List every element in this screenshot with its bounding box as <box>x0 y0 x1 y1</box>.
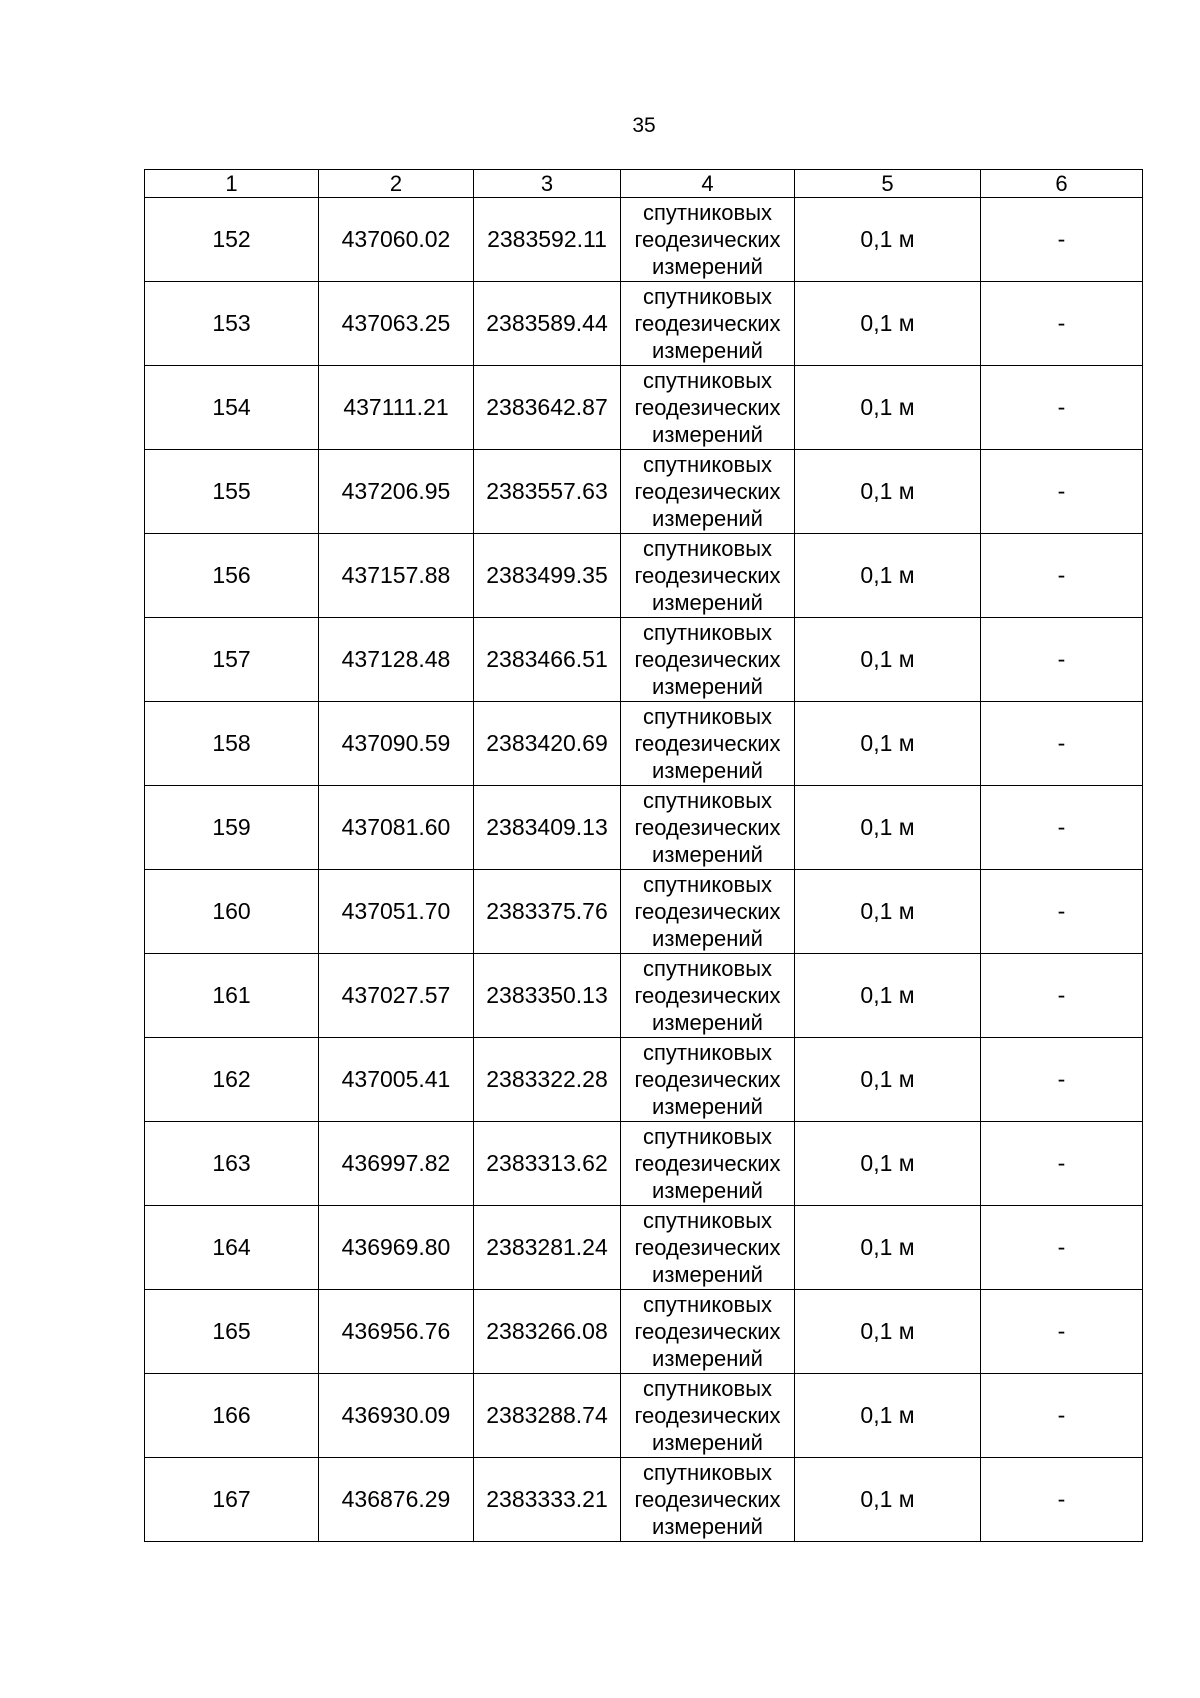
method-line: геодезических <box>634 1067 781 1092</box>
method-cell <box>621 954 795 1038</box>
accuracy-cell: 0,1 м <box>795 1290 981 1374</box>
method-line: спутниковых <box>642 536 773 561</box>
table-row <box>145 282 1143 366</box>
table-row <box>145 702 1143 786</box>
accuracy-cell: 0,1 м <box>795 954 981 1038</box>
accuracy-cell: 0,1 м <box>795 450 981 534</box>
method-line: геодезических <box>634 1235 781 1260</box>
y-coordinate-cell: 2383499.35 <box>474 534 621 618</box>
method-cell <box>621 1374 795 1458</box>
accuracy-cell: 0,1 м <box>795 1206 981 1290</box>
note-cell: - <box>981 870 1143 954</box>
method-line: измерений <box>652 422 763 447</box>
x-coordinate-cell: 436956.76 <box>319 1290 474 1374</box>
y-coordinate-cell: 2383350.13 <box>474 954 621 1038</box>
table-row <box>145 534 1143 618</box>
x-coordinate-cell: 437081.60 <box>319 786 474 870</box>
method-line: спутниковых <box>642 452 773 477</box>
method-line: геодезических <box>634 227 781 252</box>
point-cell: 159 <box>145 786 319 870</box>
y-coordinate-cell: 2383557.63 <box>474 450 621 534</box>
header-cell-6: 6 <box>981 170 1143 198</box>
header-cell-4: 4 <box>621 170 795 198</box>
method-cell <box>621 1038 795 1122</box>
x-coordinate-cell: 437090.59 <box>319 702 474 786</box>
x-coordinate-cell: 436997.82 <box>319 1122 474 1206</box>
method-line: спутниковых <box>642 200 773 225</box>
point-cell: 162 <box>145 1038 319 1122</box>
table-row <box>145 1458 1143 1542</box>
accuracy-cell: 0,1 м <box>795 1038 981 1122</box>
method-line: измерений <box>652 674 763 699</box>
table-row <box>145 618 1143 702</box>
y-coordinate-cell: 2383322.28 <box>474 1038 621 1122</box>
table-row <box>145 1290 1143 1374</box>
point-cell: 153 <box>145 282 319 366</box>
point-cell: 157 <box>145 618 319 702</box>
accuracy-cell: 0,1 м <box>795 618 981 702</box>
note-cell: - <box>981 1206 1143 1290</box>
method-cell <box>621 282 795 366</box>
table-row <box>145 954 1143 1038</box>
method-line: спутниковых <box>642 1376 773 1401</box>
method-line: геодезических <box>634 479 781 504</box>
y-coordinate-cell: 2383466.51 <box>474 618 621 702</box>
method-line: измерений <box>652 1010 763 1035</box>
point-cell: 164 <box>145 1206 319 1290</box>
method-line: измерений <box>652 1094 763 1119</box>
y-coordinate-cell: 2383281.24 <box>474 1206 621 1290</box>
y-coordinate-cell: 2383642.87 <box>474 366 621 450</box>
y-coordinate-cell: 2383333.21 <box>474 1458 621 1542</box>
method-cell <box>621 1122 795 1206</box>
point-cell: 158 <box>145 702 319 786</box>
x-coordinate-cell: 437206.95 <box>319 450 474 534</box>
method-line: спутниковых <box>642 1460 773 1485</box>
note-cell: - <box>981 1038 1143 1122</box>
note-cell: - <box>981 534 1143 618</box>
method-cell <box>621 1290 795 1374</box>
x-coordinate-cell: 437111.21 <box>319 366 474 450</box>
method-line: измерений <box>652 254 763 279</box>
y-coordinate-cell: 2383592.11 <box>474 198 621 282</box>
method-line: измерений <box>652 590 763 615</box>
note-cell: - <box>981 450 1143 534</box>
header-cell-5: 5 <box>795 170 981 198</box>
method-cell <box>621 786 795 870</box>
x-coordinate-cell: 437005.41 <box>319 1038 474 1122</box>
accuracy-cell: 0,1 м <box>795 1374 981 1458</box>
point-cell: 167 <box>145 1458 319 1542</box>
x-coordinate-cell: 436969.80 <box>319 1206 474 1290</box>
method-cell <box>621 618 795 702</box>
note-cell: - <box>981 1122 1143 1206</box>
point-cell: 166 <box>145 1374 319 1458</box>
note-cell: - <box>981 618 1143 702</box>
method-line: геодезических <box>634 815 781 840</box>
method-line: геодезических <box>634 731 781 756</box>
method-line: измерений <box>652 842 763 867</box>
table-row <box>145 870 1143 954</box>
x-coordinate-cell: 436876.29 <box>319 1458 474 1542</box>
method-line: измерений <box>652 338 763 363</box>
method-line: спутниковых <box>642 1208 773 1233</box>
method-line: спутниковых <box>642 788 773 813</box>
method-line: геодезических <box>634 563 781 588</box>
point-cell: 163 <box>145 1122 319 1206</box>
x-coordinate-cell: 437060.02 <box>319 198 474 282</box>
method-line: спутниковых <box>642 368 773 393</box>
note-cell: - <box>981 1458 1143 1542</box>
accuracy-cell: 0,1 м <box>795 1122 981 1206</box>
y-coordinate-cell: 2383313.62 <box>474 1122 621 1206</box>
method-line: геодезических <box>634 1151 781 1176</box>
table-row <box>145 198 1143 282</box>
method-line: измерений <box>652 1178 763 1203</box>
accuracy-cell: 0,1 м <box>795 786 981 870</box>
x-coordinate-cell: 437063.25 <box>319 282 474 366</box>
accuracy-cell: 0,1 м <box>795 1458 981 1542</box>
note-cell: - <box>981 1290 1143 1374</box>
x-coordinate-cell: 437051.70 <box>319 870 474 954</box>
method-cell <box>621 198 795 282</box>
note-cell: - <box>981 1374 1143 1458</box>
method-line: спутниковых <box>642 1292 773 1317</box>
method-cell <box>621 1458 795 1542</box>
method-line: геодезических <box>634 983 781 1008</box>
method-line: измерений <box>652 926 763 951</box>
note-cell: - <box>981 198 1143 282</box>
coordinates-table <box>144 169 1143 1542</box>
accuracy-cell: 0,1 м <box>795 366 981 450</box>
method-line: спутниковых <box>642 872 773 897</box>
x-coordinate-cell: 437128.48 <box>319 618 474 702</box>
method-cell <box>621 870 795 954</box>
method-line: спутниковых <box>642 956 773 981</box>
method-cell <box>621 534 795 618</box>
y-coordinate-cell: 2383266.08 <box>474 1290 621 1374</box>
method-line: измерений <box>652 1262 763 1287</box>
point-cell: 152 <box>145 198 319 282</box>
table-row <box>145 366 1143 450</box>
x-coordinate-cell: 437157.88 <box>319 534 474 618</box>
method-line: геодезических <box>634 1487 781 1512</box>
method-cell <box>621 450 795 534</box>
method-line: спутниковых <box>642 704 773 729</box>
method-line: геодезических <box>634 1403 781 1428</box>
method-line: спутниковых <box>642 284 773 309</box>
method-line: геодезических <box>634 899 781 924</box>
point-cell: 161 <box>145 954 319 1038</box>
header-cell-1: 1 <box>145 170 319 198</box>
accuracy-cell: 0,1 м <box>795 870 981 954</box>
table-row <box>145 1122 1143 1206</box>
method-line: геодезических <box>634 647 781 672</box>
method-cell <box>621 366 795 450</box>
note-cell: - <box>981 282 1143 366</box>
y-coordinate-cell: 2383420.69 <box>474 702 621 786</box>
accuracy-cell: 0,1 м <box>795 702 981 786</box>
point-cell: 156 <box>145 534 319 618</box>
accuracy-cell: 0,1 м <box>795 534 981 618</box>
note-cell: - <box>981 702 1143 786</box>
method-line: спутниковых <box>642 620 773 645</box>
note-cell: - <box>981 366 1143 450</box>
accuracy-cell: 0,1 м <box>795 282 981 366</box>
note-cell: - <box>981 786 1143 870</box>
point-cell: 165 <box>145 1290 319 1374</box>
y-coordinate-cell: 2383375.76 <box>474 870 621 954</box>
table-body <box>145 198 1143 1542</box>
method-line: спутниковых <box>642 1040 773 1065</box>
header-cell-2: 2 <box>319 170 474 198</box>
point-cell: 160 <box>145 870 319 954</box>
method-line: спутниковых <box>642 1124 773 1149</box>
method-line: измерений <box>652 1430 763 1455</box>
method-cell <box>621 1206 795 1290</box>
table-header-row <box>145 170 1143 198</box>
x-coordinate-cell: 437027.57 <box>319 954 474 1038</box>
method-line: измерений <box>652 1514 763 1539</box>
page-number: 35 <box>632 114 656 137</box>
table-row <box>145 786 1143 870</box>
table-row <box>145 450 1143 534</box>
x-coordinate-cell: 436930.09 <box>319 1374 474 1458</box>
method-line: измерений <box>652 1346 763 1371</box>
header-cell-3: 3 <box>474 170 621 198</box>
y-coordinate-cell: 2383409.13 <box>474 786 621 870</box>
table-row <box>145 1206 1143 1290</box>
method-cell <box>621 702 795 786</box>
table-row <box>145 1374 1143 1458</box>
method-line: геодезических <box>634 1319 781 1344</box>
point-cell: 155 <box>145 450 319 534</box>
y-coordinate-cell: 2383288.74 <box>474 1374 621 1458</box>
y-coordinate-cell: 2383589.44 <box>474 282 621 366</box>
method-line: измерений <box>652 758 763 783</box>
method-line: измерений <box>652 506 763 531</box>
method-line: геодезических <box>634 395 781 420</box>
note-cell: - <box>981 954 1143 1038</box>
point-cell: 154 <box>145 366 319 450</box>
method-line: геодезических <box>634 311 781 336</box>
table-row <box>145 1038 1143 1122</box>
accuracy-cell: 0,1 м <box>795 198 981 282</box>
